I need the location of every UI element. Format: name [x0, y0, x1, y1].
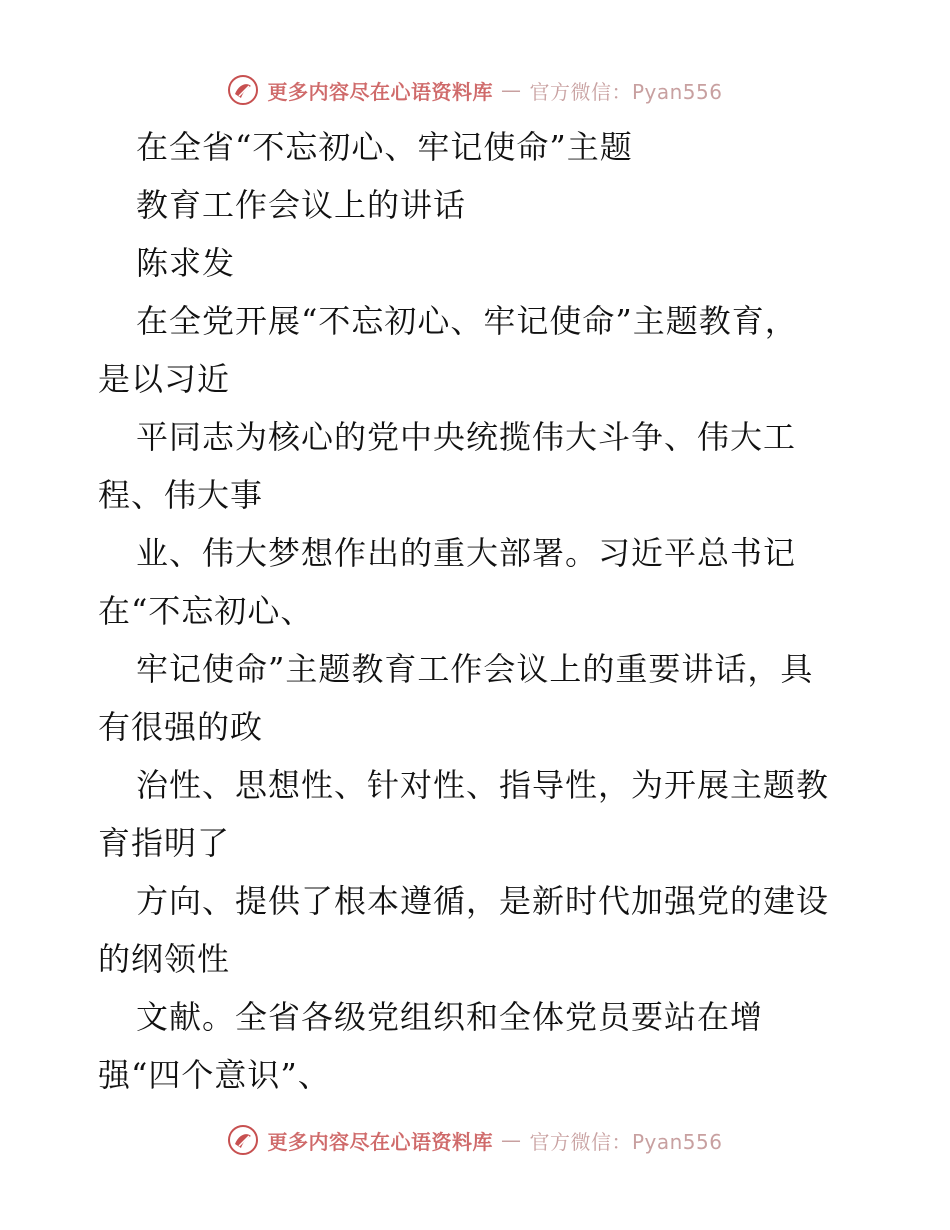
doc-line-8: 在“不忘初心、	[98, 592, 314, 630]
doc-line-12: 育指明了	[98, 824, 231, 862]
doc-line-11: 治性、思想性、针对性、指导性，为开展主题教	[136, 766, 830, 804]
doc-line-7: 业、伟大梦想作出的重大部署。习近平总书记	[136, 534, 797, 572]
footer-sub-text: 官方微信：Pyan556	[529, 1129, 723, 1154]
doc-line-2: 陈求发	[136, 244, 236, 282]
doc-line-0: 在全省“不忘初心、牢记使命”主题	[136, 128, 633, 166]
header-main-text: 更多内容尽在心语资料库	[267, 79, 493, 104]
doc-line-5: 平同志为核心的党中央统揽伟大斗争、伟大工	[136, 418, 797, 456]
doc-line-9: 牢记使命”主题教育工作会议上的重要讲话，具	[136, 650, 814, 688]
doc-line-13: 方向、提供了根本遵循，是新时代加强党的建设	[136, 882, 830, 920]
footer-main-text: 更多内容尽在心语资料库	[267, 1129, 493, 1154]
doc-line-14: 的纲领性	[98, 940, 231, 978]
doc-line-10: 有很强的政	[98, 708, 264, 746]
library-logo-icon	[227, 1124, 259, 1156]
doc-line-6: 程、伟大事	[98, 476, 264, 514]
document-body	[0, 118, 950, 1108]
doc-line-3: 在全党开展“不忘初心、牢记使命”主题教育，	[136, 302, 798, 340]
header-separator: —	[500, 78, 522, 102]
doc-line-15: 文献。全省各级党组织和全体党员要站在增	[136, 998, 764, 1036]
footer-banner	[0, 1120, 950, 1160]
header-banner	[0, 70, 950, 110]
footer-separator: —	[500, 1128, 522, 1152]
doc-line-1: 教育工作会议上的讲话	[136, 186, 467, 224]
header-sub-text: 官方微信：Pyan556	[529, 79, 723, 104]
doc-line-4: 是以习近	[98, 360, 231, 398]
library-logo-icon	[227, 74, 259, 106]
doc-line-16: 强“四个意识”、	[98, 1056, 331, 1094]
